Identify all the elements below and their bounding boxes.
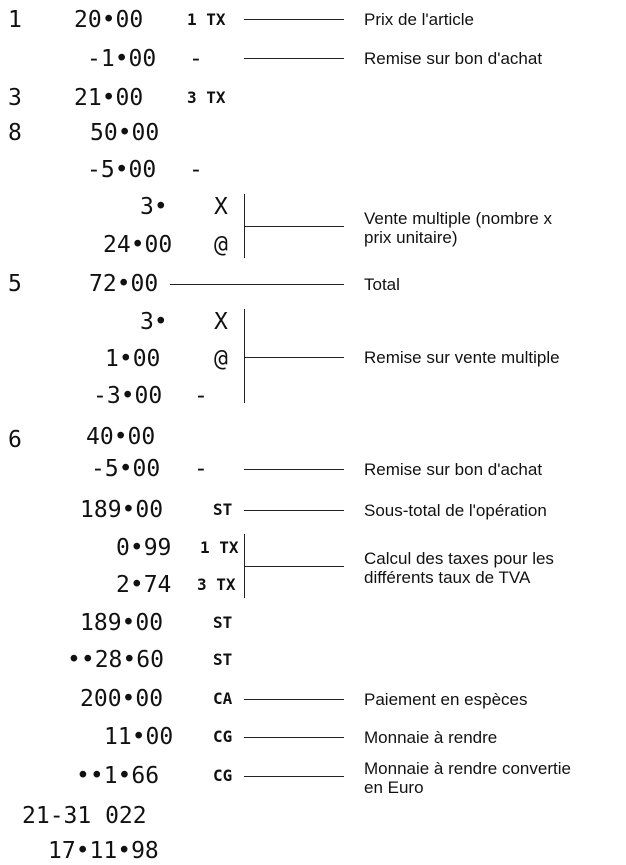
leader-line: [170, 284, 344, 285]
receipt-amount: 11•00: [104, 724, 174, 750]
label-vente-multiple-line1: Vente multiple (nombre x: [364, 209, 553, 228]
item-number: 8: [8, 120, 22, 146]
label-prix-article: Prix de l'article: [364, 10, 475, 29]
leader-line: [244, 19, 344, 20]
receipt-amount: 1•00: [105, 346, 161, 372]
receipt-amount: 0•99: [116, 535, 172, 561]
receipt-code: -: [189, 46, 203, 72]
receipt-code: 3 TX: [197, 575, 236, 594]
label-paiement-especes: Paiement en espèces: [364, 690, 528, 709]
receipt-code: X: [214, 194, 228, 220]
label-total: Total: [364, 275, 400, 294]
leader-line: [244, 776, 344, 777]
receipt-amount: 189•00: [80, 497, 164, 523]
leader-line: [244, 566, 344, 567]
receipt-code: @: [214, 232, 228, 258]
receipt-code: 3 TX: [187, 88, 226, 107]
receipt-amount: 21•00: [74, 85, 144, 111]
leader-line: [244, 510, 344, 511]
label-monnaie-euro-line1: Monnaie à rendre convertie: [364, 759, 571, 778]
receipt-amount: 3•: [140, 309, 168, 335]
receipt-code: CG: [213, 766, 233, 785]
item-number: 3: [8, 85, 22, 111]
bracket-line: [244, 309, 245, 403]
leader-line: [244, 58, 344, 59]
leader-line: [244, 469, 344, 470]
receipt-amount: 20•00: [74, 7, 144, 33]
receipt-code: X: [214, 309, 228, 335]
receipt-amount: 189•00: [80, 610, 164, 636]
receipt-code: ST: [213, 500, 233, 519]
leader-line: [244, 226, 344, 227]
receipt-code: CA: [213, 689, 233, 708]
receipt-code: ST: [213, 650, 233, 669]
label-remise-vente-multiple: Remise sur vente multiple: [364, 348, 560, 367]
receipt-code: 1 TX: [187, 10, 226, 29]
receipt-code: 1 TX: [200, 538, 239, 557]
receipt-amount: -5•00: [91, 456, 161, 482]
receipt-amount: -3•00: [93, 383, 163, 409]
receipt-footer-id: 21-31 022: [22, 803, 147, 829]
receipt-amount: 200•00: [80, 686, 164, 712]
label-monnaie-rendre: Monnaie à rendre: [364, 728, 498, 747]
receipt-amount: -1•00: [87, 46, 157, 72]
label-sous-total: Sous-total de l'opération: [364, 501, 547, 520]
receipt-amount: 3•: [140, 194, 168, 220]
receipt-amount: ••28•60: [67, 647, 164, 673]
receipt-amount: ••1•66: [76, 763, 160, 789]
label-remise-bon: Remise sur bon d'achat: [364, 460, 543, 479]
receipt-date: 17•11•98: [48, 838, 159, 864]
receipt-amount: 72•00: [89, 271, 159, 297]
receipt-code: -: [194, 383, 208, 409]
receipt-code: @: [214, 346, 228, 372]
leader-line: [244, 699, 344, 700]
item-number: 1: [8, 7, 22, 33]
receipt-amount: -5•00: [87, 157, 157, 183]
receipt-amount: 40•00: [86, 424, 156, 450]
receipt-code: ST: [213, 613, 233, 632]
receipt-amount: 50•00: [90, 120, 160, 146]
item-number: 6: [8, 427, 22, 453]
label-taxes-line2: différents taux de TVA: [364, 568, 531, 587]
receipt-code: CG: [213, 727, 233, 746]
label-taxes-line1: Calcul des taxes pour les: [364, 549, 554, 568]
label-vente-multiple-line2: prix unitaire): [364, 228, 458, 247]
receipt-code: -: [189, 157, 203, 183]
label-remise-bon: Remise sur bon d'achat: [364, 49, 543, 68]
label-monnaie-euro-line2: en Euro: [364, 778, 424, 797]
receipt-amount: 2•74: [116, 572, 172, 598]
leader-line: [244, 357, 344, 358]
receipt-amount: 24•00: [103, 232, 173, 258]
leader-line: [244, 737, 344, 738]
receipt-code: -: [194, 456, 208, 482]
item-number: 5: [8, 271, 22, 297]
